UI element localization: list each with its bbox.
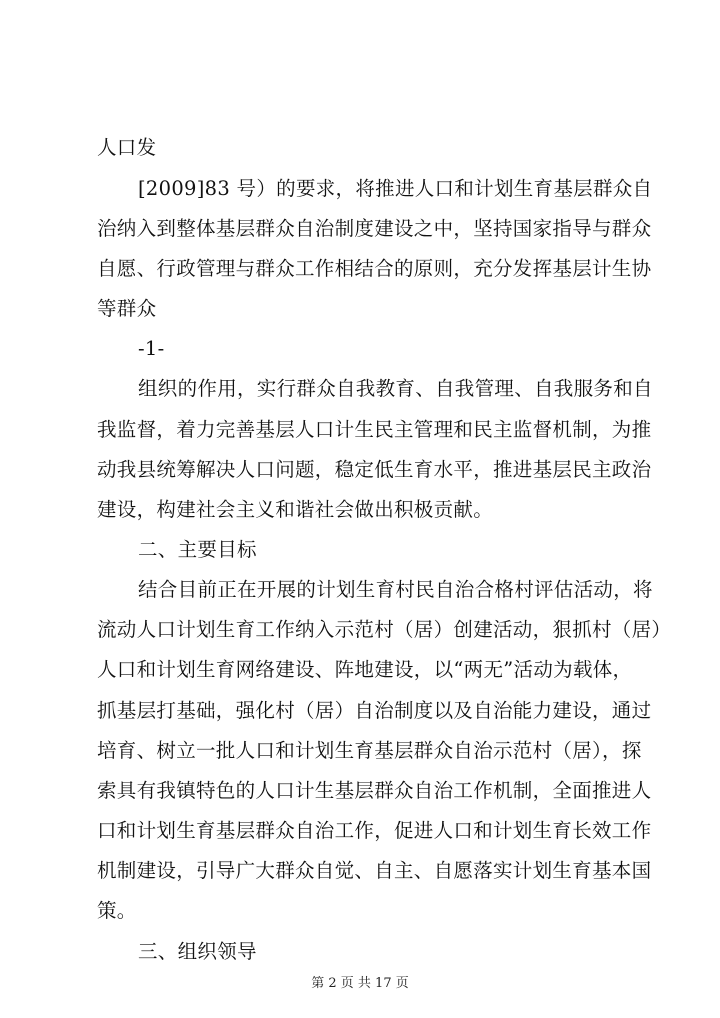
section-heading: 三、组织领导 [138,940,257,963]
text-line: 组织的作用，实行群众自我教育、自我管理、自我服务和自 [138,377,653,400]
text-line: 抓基层打基础，强化村（居）自治制度以及自治能力建设，通过 [97,699,652,722]
text-line: [2009]83 号）的要求，将推进人口和计划生育基层群众自 [138,177,653,200]
text-line: 等群众 [97,297,157,320]
text-line: 索具有我镇特色的人口计生基层群众自治工作机制，全面推进人 [97,779,652,802]
text-line: 自愿、行政管理与群众工作相结合的原则，充分发挥基层计生协 [97,257,652,280]
text-line: 治纳入到整体基层群众自治制度建设之中，坚持国家指导与群众 [97,217,652,240]
text-line: 我监督，着力完善基层人口计生民主管理和民主监督机制，为推 [97,418,652,441]
page-marker: -1- [138,337,165,360]
text-line: 口和计划生育基层群众自治工作，促进人口和计划生育长效工作 [97,819,652,842]
text-line: 结合目前正在开展的计划生育村民自治合格村评估活动，将 [138,578,653,601]
section-heading: 二、主要目标 [138,538,257,561]
text-line: 人口发 [97,136,157,159]
text-line: 动我县统筹解决人口问题，稳定低生育水平，推进基层民主政治 [97,458,652,481]
text-line: 建设，构建社会主义和谐社会做出积极贡献。 [97,498,494,521]
text-line: 培育、树立一批人口和计划生育基层群众自治示范村（居），探 [97,739,642,762]
page-footer: 第 2 页 共 17 页 [311,976,409,991]
text-line: 策。 [97,899,137,922]
text-line: 人口和计划生育网络建设、阵地建设，以“两无”活动为载体， [97,658,633,681]
text-line: 流动人口计划生育工作纳入示范村（居）创建活动，狠抓村（居） [97,618,672,641]
text-line: 机制建设，引导广大群众自觉、自主、自愿落实计划生育基本国 [97,859,652,882]
